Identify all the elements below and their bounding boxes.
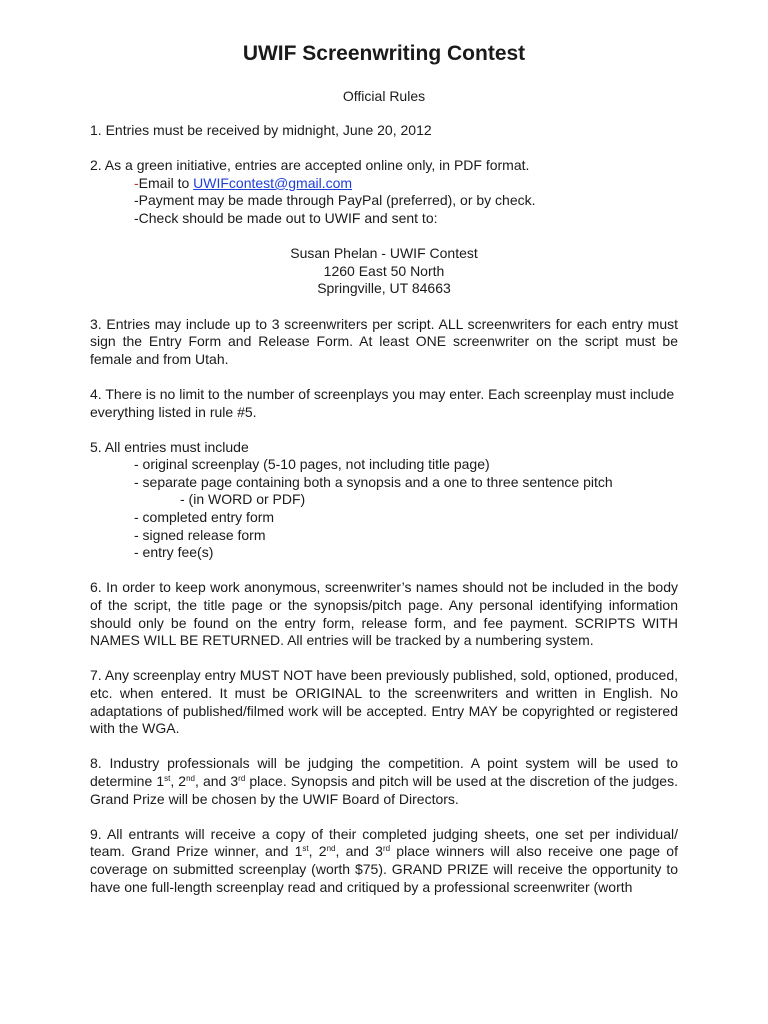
rules-body: [90, 122, 678, 914]
ordinal-suffix: st: [302, 844, 309, 854]
rule-1: 1. Entries must be received by midnight, June 20, 2012: [90, 122, 432, 138]
rule-9-text: , 2: [308, 843, 327, 860]
rule-2-check: -Check should be made out to UWIF and sent to:: [134, 209, 438, 226]
ordinal-suffix: nd: [186, 773, 195, 783]
rule-2-payment: -Payment may be made through PayPal (preferred), or by check.: [134, 192, 536, 209]
rule-8-text: , 2: [170, 772, 187, 789]
rule-3: 3. Entries may include up to 3 screenwriters per script. ALL screenwriters for each entry must sign the Entry Form and Release Form. At least ONE screenwriter on the script must be female and from Utah.: [90, 315, 678, 367]
ordinal-suffix: st: [164, 773, 171, 783]
list-item: - entry fee(s): [134, 544, 214, 561]
list-item: - signed release form: [134, 526, 266, 543]
email-prefix: Email to: [138, 174, 194, 191]
rule-8-text: 8. Industry professionals will be judging the competition. A point system will be used to determine 1: [90, 755, 678, 789]
mailing-address: [90, 245, 678, 298]
ordinal-suffix: rd: [382, 844, 391, 854]
rule-8: [90, 755, 678, 808]
list-item: - completed entry form: [134, 509, 275, 526]
email-dash: -: [134, 174, 139, 191]
address-line: 1260 East 50 North: [323, 262, 445, 279]
rule-9-text: 9. All entrants will receive a copy of their completed judging sheets, one set per individual/ team. Grand Prize winner, and 1: [90, 825, 678, 860]
rule-5-intro: 5. All entries must include: [90, 438, 249, 455]
rule-9-text: , and 3: [335, 843, 383, 860]
page-subtitle: Official Rules: [342, 88, 426, 104]
list-item: - (in WORD or PDF): [180, 491, 306, 508]
ordinal-suffix: rd: [238, 773, 246, 783]
rule-2-intro: 2. As a green initiative, entries are accepted online only, in PDF format.: [90, 157, 530, 174]
list-item: - separate page containing both a synopsis and a one to three sentence pitch: [134, 473, 613, 490]
rule-6: 6. In order to keep work anonymous, screenwriter’s names should not be included in the body of the script, the title page or the synopsis/pitch page. Any personal identifying information should only be found on the entry form, release form, and fee payment. SCRIPTS WITH NAMES WILL BE RETURNED. All entries will be tracked by a numbering system.: [90, 579, 678, 649]
page-title: UWIF Screenwriting Contest: [242, 42, 526, 65]
list-item: - original screenplay (5-10 pages, not including title page): [134, 456, 490, 473]
ordinal-suffix: nd: [326, 844, 336, 854]
rule-8-text: place. Synopsis and pitch will be used at the discretion of the judges. Grand Prize will be chosen by the UWIF Board of Directors.: [90, 772, 678, 807]
rule-4: 4. There is no limit to the number of screenplays you may enter. Each screenplay must include everything listed in rule #5.: [90, 385, 675, 420]
rule-5: [90, 439, 678, 562]
rule-9-text: place winners will also receive one page of coverage on submitted screenplay (worth $75). GRAND PRIZE will receive the opportunity to have one full-length screenplay read and critiqued by a professional screenwriter (worth: [90, 843, 678, 895]
rule-2-email: [90, 175, 678, 193]
email-link[interactable]: UWIFcontest@gmail.com: [193, 174, 353, 191]
rule-2: [90, 157, 678, 227]
rule-8-text: , and 3: [195, 772, 239, 789]
address-line: Springville, UT 84663: [317, 280, 451, 297]
address-line: Susan Phelan - UWIF Contest: [290, 245, 478, 262]
rule-7: 7. Any screenplay entry MUST NOT have been previously published, sold, optioned, produced, etc. when entered. It must be ORIGINAL to the screenwriters and written in English. No adaptations of published/filmed work will be accepted. Entry MAY be copyrighted or registered with the WGA.: [90, 667, 678, 737]
rule-9: [90, 826, 678, 896]
